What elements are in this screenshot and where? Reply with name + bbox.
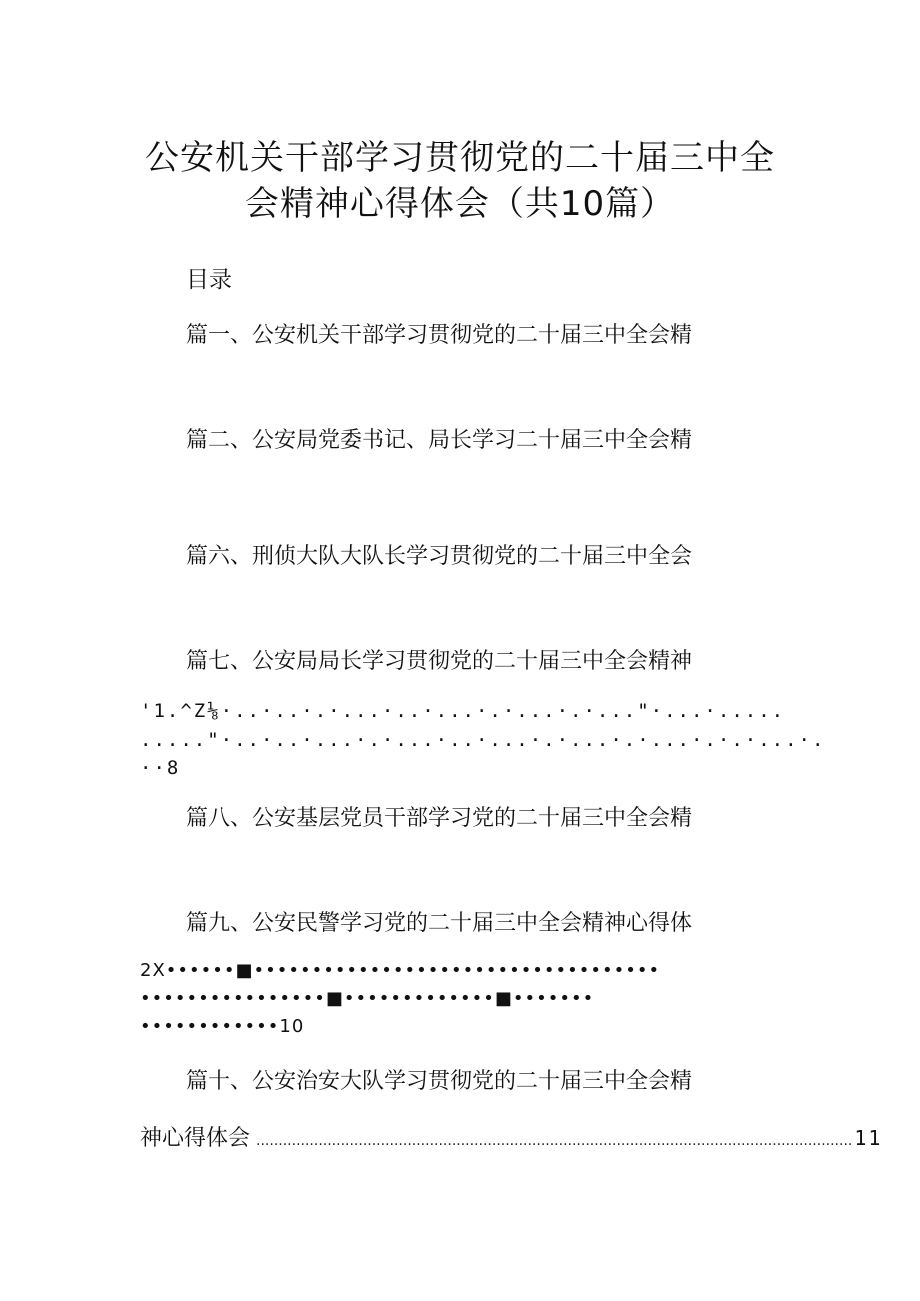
toc-entry-2[interactable]: 篇二、公安局党委书记、局长学习二十届三中全会精 xyxy=(186,428,693,453)
toc-entry-9-leader-line-1: 2X••••••■••••••••••••••••••••••••••••••••••• xyxy=(140,960,661,981)
toc-entry-7-leader-line-1: '1.^Z⅛·..·..·.·...·..·...·.·...·.·..."·...·..... xyxy=(140,700,786,722)
toc-entry-9-leader-line-2: ••••••••••••••••■•••••••••••••■••••••• xyxy=(140,988,595,1009)
toc-entry-10[interactable]: 篇十、公安治安大队学习贯彻党的二十届三中全会精 xyxy=(186,1069,693,1094)
document-title-line-2: 会精神心得体会（共10篇） xyxy=(244,184,676,224)
toc-entry-10-dot-leader: ...................................................................................................................................... xyxy=(256,1133,853,1149)
toc-entry-10-page-number: 11 xyxy=(854,1126,883,1150)
toc-entry-1[interactable]: 篇一、公安机关干部学习贯彻党的二十届三中全会精 xyxy=(186,323,693,348)
document-title-line-1: 公安机关干部学习贯彻党的二十届三中全 xyxy=(145,138,775,178)
toc-entry-8[interactable]: 篇八、公安基层党员干部学习党的二十届三中全会精 xyxy=(186,806,693,831)
toc-heading: 目录 xyxy=(186,267,232,293)
toc-entry-7[interactable]: 篇七、公安局局长学习贯彻党的二十届三中全会精神 xyxy=(186,649,693,674)
toc-entry-10-continuation[interactable] xyxy=(140,1124,883,1154)
toc-entry-6[interactable]: 篇六、刑侦大队大队长学习贯彻党的二十届三中全会 xyxy=(186,544,693,569)
toc-entry-7-page-number: ··8 xyxy=(140,757,181,779)
toc-entry-9-page-number: ••••••••••••10 xyxy=(140,1016,305,1037)
toc-entry-7-leader-line-2: ....."·..·..·...·.·...·..·...·.·...·.·...·.·.·...·. xyxy=(140,729,826,751)
toc-entry-9[interactable]: 篇九、公安民警学习党的二十届三中全会精神心得体 xyxy=(186,911,693,936)
toc-entry-10-continuation-text: 神心得体会 xyxy=(140,1126,251,1151)
